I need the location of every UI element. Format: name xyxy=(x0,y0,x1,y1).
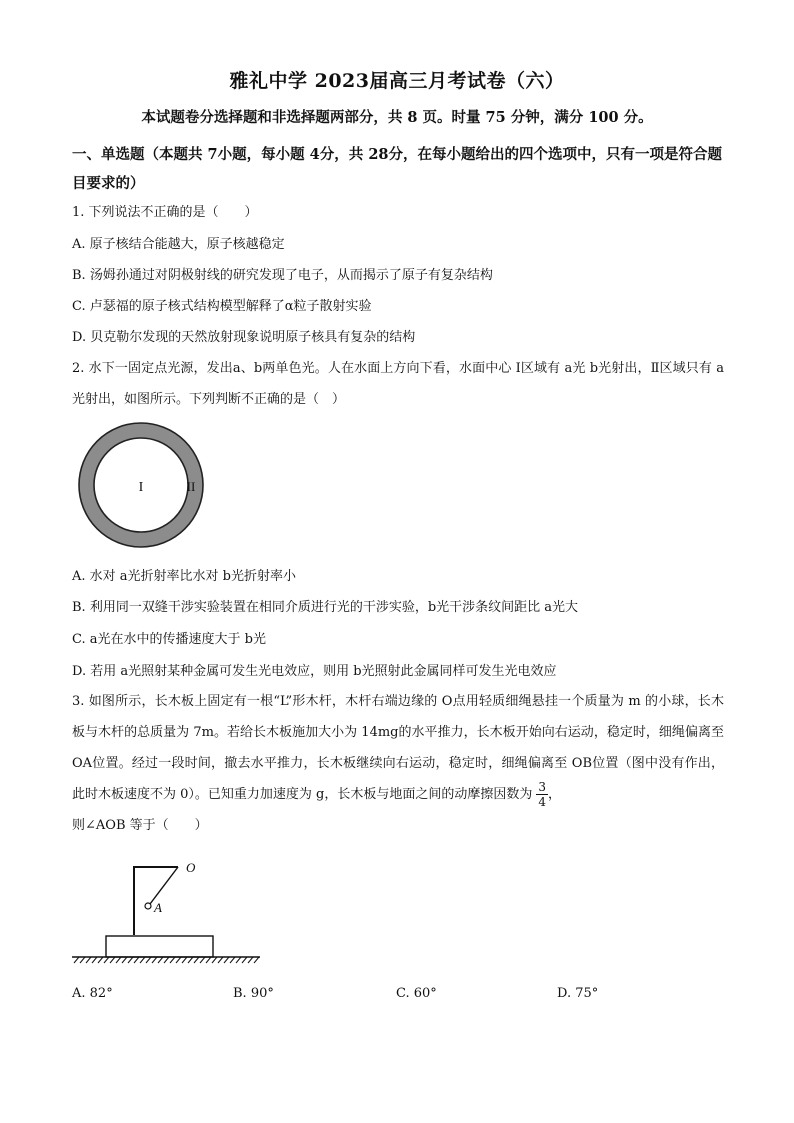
exam-title: 雅礼中学 2023届高三月考试卷（六） xyxy=(229,70,565,92)
hatch-mark xyxy=(86,957,91,963)
q1-stem: 1. 下列说法不正确的是（ ） xyxy=(72,205,258,220)
q3-option-c: C. 60° xyxy=(396,986,437,1001)
region-ii-label: II xyxy=(186,479,196,494)
q1-option-d: D. 贝克勒尔发现的天然放射现象说明原子核具有复杂的结构 xyxy=(72,330,416,345)
section-heading: 一、单选题（本题共 7小题，每小题 4分，共 28分，在每小题给出的四个选项中，只有一项是符合题目要求的） xyxy=(72,146,722,192)
hatch-mark xyxy=(224,957,229,963)
q3-stem-comma: ， xyxy=(548,787,562,802)
hatch-mark xyxy=(200,957,205,963)
hatch-mark xyxy=(212,957,217,963)
q3-option-d: D. 75° xyxy=(557,986,599,1001)
hatch-mark xyxy=(134,957,139,963)
q1-option-c: C. 卢瑟福的原子核式结构模型解释了α粒子散射实验 xyxy=(72,299,372,314)
fraction-numerator: 3 xyxy=(538,780,546,794)
exam-subtitle: 本试题卷分选择题和非选择题两部分，共 8 页。时量 75 分钟，满分 100 分。 xyxy=(141,109,653,126)
q2-option-b: B. 利用同一双缝干涉实验装置在相同介质进行光的干涉实验，b光干涉条纹间距比 a光大 xyxy=(72,600,579,615)
hatch-mark xyxy=(248,957,253,963)
q3-option-a: A. 82° xyxy=(72,986,113,1001)
q2-option-c: C. a光在水中的传播速度大于 b光 xyxy=(72,632,266,647)
hatch-mark xyxy=(122,957,127,963)
q1-option-b: B. 汤姆孙通过对阴极射线的研究发现了电子，从而揭示了原子有复杂结构 xyxy=(72,268,493,283)
hatch-mark xyxy=(140,957,145,963)
hatch-mark xyxy=(110,957,115,963)
hatch-mark xyxy=(74,957,79,963)
q3-stem xyxy=(72,686,724,841)
ground-hatching xyxy=(74,957,259,963)
hatch-mark xyxy=(104,957,109,963)
point-a-label: A xyxy=(154,900,162,915)
q3-stem-tail: 则∠AOB 等于（ ） xyxy=(72,818,208,833)
hatch-mark xyxy=(206,957,211,963)
q3-option-b: B. 90° xyxy=(233,986,274,1001)
friction-fraction xyxy=(536,780,548,809)
hatch-mark xyxy=(98,957,103,963)
hatch-mark xyxy=(116,957,121,963)
hatch-mark xyxy=(128,957,133,963)
hatch-mark xyxy=(164,957,169,963)
hatch-mark xyxy=(194,957,199,963)
ball xyxy=(145,903,151,909)
hatch-mark xyxy=(242,957,247,963)
hatch-mark xyxy=(152,957,157,963)
hatch-mark xyxy=(218,957,223,963)
q1-option-a: A. 原子核结合能越大，原子核越稳定 xyxy=(72,237,285,252)
hatch-mark xyxy=(254,957,259,963)
point-o-label: O xyxy=(186,860,196,875)
hatch-mark xyxy=(182,957,187,963)
hatch-mark xyxy=(188,957,193,963)
hatch-mark xyxy=(170,957,175,963)
string-oa xyxy=(150,867,178,904)
hatch-mark xyxy=(92,957,97,963)
hatch-mark xyxy=(236,957,241,963)
q2-ring-figure xyxy=(76,412,206,558)
hatch-mark xyxy=(80,957,85,963)
hatch-mark xyxy=(146,957,151,963)
hatch-mark xyxy=(176,957,181,963)
region-i-label: I xyxy=(138,480,144,495)
hatch-mark xyxy=(158,957,163,963)
hatch-mark xyxy=(230,957,235,963)
q2-option-d: D. 若用 a光照射某种金属可发生光电效应，则用 b光照射此金属同样可发生光电效应 xyxy=(72,664,557,679)
fraction-denominator: 4 xyxy=(538,795,546,809)
long-board xyxy=(106,936,213,957)
q3-stem-text: 3. 如图所示，长木板上固定有一根“L”形木杆，木杆右端边缘的 O点用轻质细绳悬挂一个质量为 m 的小球，长木板与木杆的总质量为 7m。若给长木板施加大小为 14mg的水平推力，长木板开始向右运动，稳定时，细绳偏离至 OA位置。经过一段时间，撤去水平推力，长木板继续向右运动，稳定时，细绳偏离至 OB位置（图中没有作出，此时木板速度不为 0）。已知重力加速度为 g，长木板与地面之间的动摩擦因数为 xyxy=(72,694,724,802)
q2-option-a: A. 水对 a光折射率比水对 b光折射率小 xyxy=(72,569,296,584)
q3-board-figure xyxy=(70,855,270,970)
q2-stem: 2. 水下一固定点光源，发出a、b两单色光。人在水面上方向下看，水面中心 I区域有 a光 b光射出，Ⅱ区域只有 a光射出，如图所示。下列判断不正确的是（ ） xyxy=(72,361,724,407)
